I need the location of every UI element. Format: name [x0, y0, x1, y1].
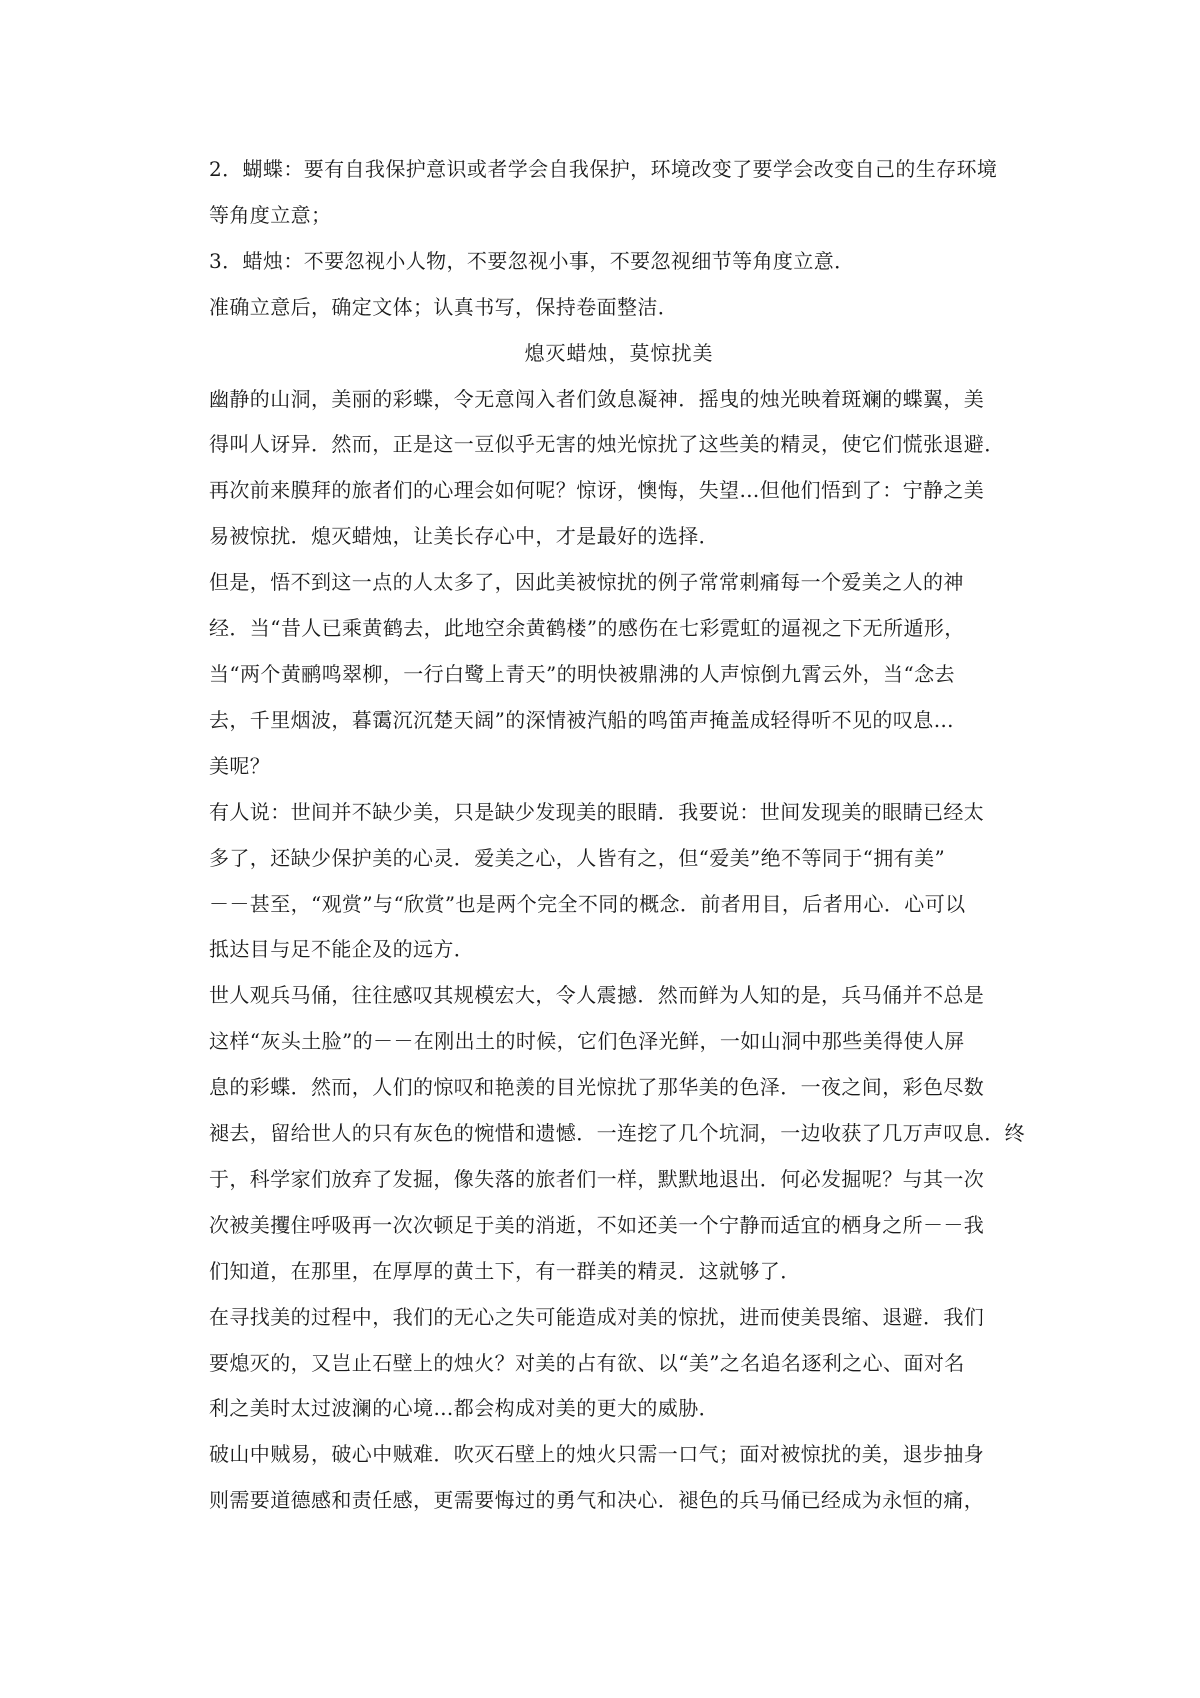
text-line-17: －－甚至，“观赏”与“欣赏”也是两个完全不同的概念．前者用目，后者用心．心可以 [209, 891, 966, 916]
text-line-24: 次被美攫住呼吸再一次次顿足于美的消逝，不如还美一个宁静而适宜的栖身之所－－我 [209, 1212, 985, 1237]
text-line-29: 破山中贼易，破心中贼难．吹灭石壁上的烛火只需一口气；面对被惊扰的美，退步抽身 [209, 1442, 985, 1467]
text-line-9: 易被惊扰．熄灭蜡烛，让美长存心中，才是最好的选择． [209, 524, 719, 549]
document-body [209, 147, 1029, 1524]
text-line-27: 要熄灭的，又岂止石壁上的烛火？对美的占有欲、以“美”之名追名逐利之心、面对名 [209, 1350, 965, 1375]
text-line-11: 经．当“昔人已乘黄鹤去，此地空余黄鹤楼”的感伤在七彩霓虹的逼视之下无所遁形， [209, 616, 965, 641]
text-line-18: 抵达目与足不能企及的远方． [209, 937, 475, 962]
text-line-14: 美呢？ [209, 753, 271, 778]
text-line-26: 在寻找美的过程中，我们的无心之失可能造成对美的惊扰，进而使美畏缩、退避．我们 [209, 1304, 985, 1329]
text-line-3: 3．蜡烛：不要忽视小人物，不要忽视小事，不要忽视细节等角度立意． [209, 248, 855, 273]
text-line-30: 则需要道德感和责任感，更需要悔过的勇气和决心．褪色的兵马俑已经成为永恒的痛， [209, 1488, 985, 1513]
text-line-10: 但是，悟不到这一点的人太多了，因此美被惊扰的例子常常刺痛每一个爱美之人的神 [209, 570, 964, 595]
text-line-2: 等角度立意； [209, 202, 332, 227]
text-line-21: 息的彩蝶．然而，人们的惊叹和艳羡的目光惊扰了那华美的色泽．一夜之间，彩色尽数 [209, 1075, 985, 1100]
text-line-1: 2．蝴蝶：要有自我保护意识或者学会自我保护，环境改变了要学会改变自己的生存环境 [209, 157, 998, 181]
text-line-22: 褪去，留给世人的只有灰色的惋惜和遗憾．一连挖了几个坑洞，一边收获了几万声叹息．终 [209, 1121, 1025, 1146]
text-line-7: 得叫人讶异．然而，正是这一豆似乎无害的烛光惊扰了这些美的精灵，使它们慌张退避． [209, 432, 1005, 457]
text-line-20: 这样“灰头土脸”的－－在刚出土的时候，它们色泽光鲜，一如山洞中那些美得使人屏 [209, 1029, 965, 1054]
text-line-15: 有人说：世间并不缺少美，只是缺少发现美的眼睛．我要说：世间发现美的眼睛已经太 [209, 799, 985, 824]
text-line-4: 准确立意后，确定文体；认真书写，保持卷面整洁． [209, 294, 679, 319]
text-line-25: 们知道，在那里，在厚厚的黄土下，有一群美的精灵．这就够了． [209, 1258, 801, 1283]
text-line-23: 于，科学家们放弃了发掘，像失落的旅者们一样，默默地退出．何必发掘呢？与其一次 [209, 1166, 985, 1191]
text-line-16: 多了，还缺少保护美的心灵．爱美之心，人皆有之，但“爱美”绝不等同于“拥有美” [209, 845, 946, 870]
text-line-28: 利之美时太过波澜的心境…都会构成对美的更大的威胁． [209, 1396, 719, 1421]
text-line-19: 世人观兵马俑，往往感叹其规模宏大，令人震撼．然而鲜为人知的是，兵马俑并不总是 [209, 983, 985, 1008]
text-line-6: 幽静的山洞，美丽的彩蝶，令无意闯入者们敛息凝神．摇曳的烛光映着斑斓的蝶翼，美 [209, 386, 985, 411]
essay-title: 熄灭蜡烛，莫惊扰美 [524, 340, 714, 365]
text-line-12: 当“两个黄鹂鸣翠柳，一行白鹭上青天”的明快被鼎沸的人声惊倒九霄云外，当“念去 [209, 661, 955, 686]
text-line-13: 去，千里烟波，暮霭沉沉楚天阔”的深情被汽船的鸣笛声掩盖成轻得听不见的叹息… [209, 707, 955, 732]
text-line-8: 再次前来膜拜的旅者们的心理会如何呢？惊讶，懊悔，失望…但他们悟到了：宁静之美 [209, 478, 985, 503]
